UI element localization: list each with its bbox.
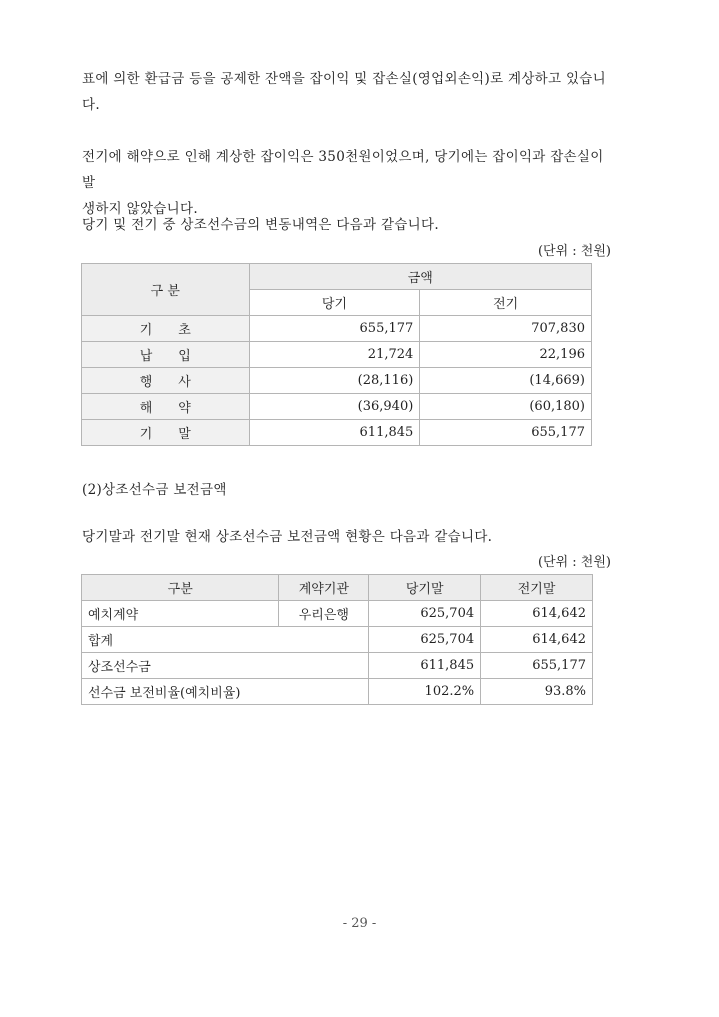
page-number: - 29 - [342, 916, 377, 931]
row-label: 합계 [82, 627, 369, 653]
paragraph-table2-intro: 당기말과 전기말 현재 상조선수금 보전금액 현황은 다음과 같습니다. [82, 529, 493, 545]
prepaid-change-table [81, 263, 592, 446]
cell-prior: 614,642 [481, 601, 593, 627]
cell-prior: 93.8% [481, 679, 593, 705]
cell-current: 102.2% [369, 679, 481, 705]
row-label: 상조선수금 [82, 653, 369, 679]
table-row [82, 627, 593, 653]
row-label: 행 사 [82, 368, 250, 394]
row-label: 기 말 [82, 420, 250, 446]
cell-prior: (14,669) [420, 368, 592, 394]
header-current: 당기 [249, 290, 420, 316]
cell-prior: 22,196 [420, 342, 592, 368]
cell-prior: (60,180) [420, 394, 592, 420]
table-row [82, 601, 593, 627]
header-prior-end: 전기말 [481, 575, 593, 601]
table1-unit-label: (단위 : 천원) [537, 244, 611, 259]
table-row [82, 316, 592, 342]
row-label: 기 초 [82, 316, 250, 342]
row-label: 예치계약 [82, 601, 279, 627]
table-row [82, 679, 593, 705]
paragraph-line: 다. [82, 97, 100, 113]
table-row [82, 342, 592, 368]
header-amount: 금액 [249, 264, 591, 290]
cell-current: 611,845 [249, 420, 420, 446]
paragraph-line: 생하지 않았습니다. [82, 201, 198, 217]
row-label: 해 약 [82, 394, 250, 420]
header-prior: 전기 [420, 290, 592, 316]
cell-institution: 우리은행 [279, 601, 369, 627]
paragraph-line: 표에 의한 환급금 등을 공제한 잔액을 잡이익 및 잡손실(영업외손익)로 계상하고 있습니 [82, 71, 606, 87]
cell-current: 21,724 [249, 342, 420, 368]
cell-prior: 655,177 [481, 653, 593, 679]
header-current-end: 당기말 [369, 575, 481, 601]
paragraph-line: 전기에 해약으로 인해 계상한 잡이익은 350천원이었으며, 당기에는 잡이익과 잡손실이 발 [82, 149, 604, 191]
cell-prior: 614,642 [481, 627, 593, 653]
table2-unit-label: (단위 : 천원) [537, 555, 611, 570]
section-heading: (2)상조선수금 보전금액 [82, 482, 227, 498]
cell-current: (36,940) [249, 394, 420, 420]
cell-prior: 707,830 [420, 316, 592, 342]
cell-current: 611,845 [369, 653, 481, 679]
row-label: 납 입 [82, 342, 250, 368]
table-row [82, 420, 592, 446]
cell-current: 625,704 [369, 627, 481, 653]
header-category: 구분 [82, 575, 279, 601]
cell-current: (28,116) [249, 368, 420, 394]
row-label: 선수금 보전비율(예치비율) [82, 679, 369, 705]
table-row [82, 394, 592, 420]
paragraph-table1-intro: 당기 및 전기 중 상조선수금의 변동내역은 다음과 같습니다. [82, 217, 439, 233]
paragraph-misc-income [82, 144, 612, 222]
paragraph-refund [82, 66, 612, 118]
header-institution: 계약기관 [279, 575, 369, 601]
preservation-table [81, 574, 593, 705]
table-row [82, 653, 593, 679]
cell-current: 625,704 [369, 601, 481, 627]
table-row [82, 368, 592, 394]
cell-current: 655,177 [249, 316, 420, 342]
header-category: 구 분 [82, 264, 250, 316]
cell-prior: 655,177 [420, 420, 592, 446]
